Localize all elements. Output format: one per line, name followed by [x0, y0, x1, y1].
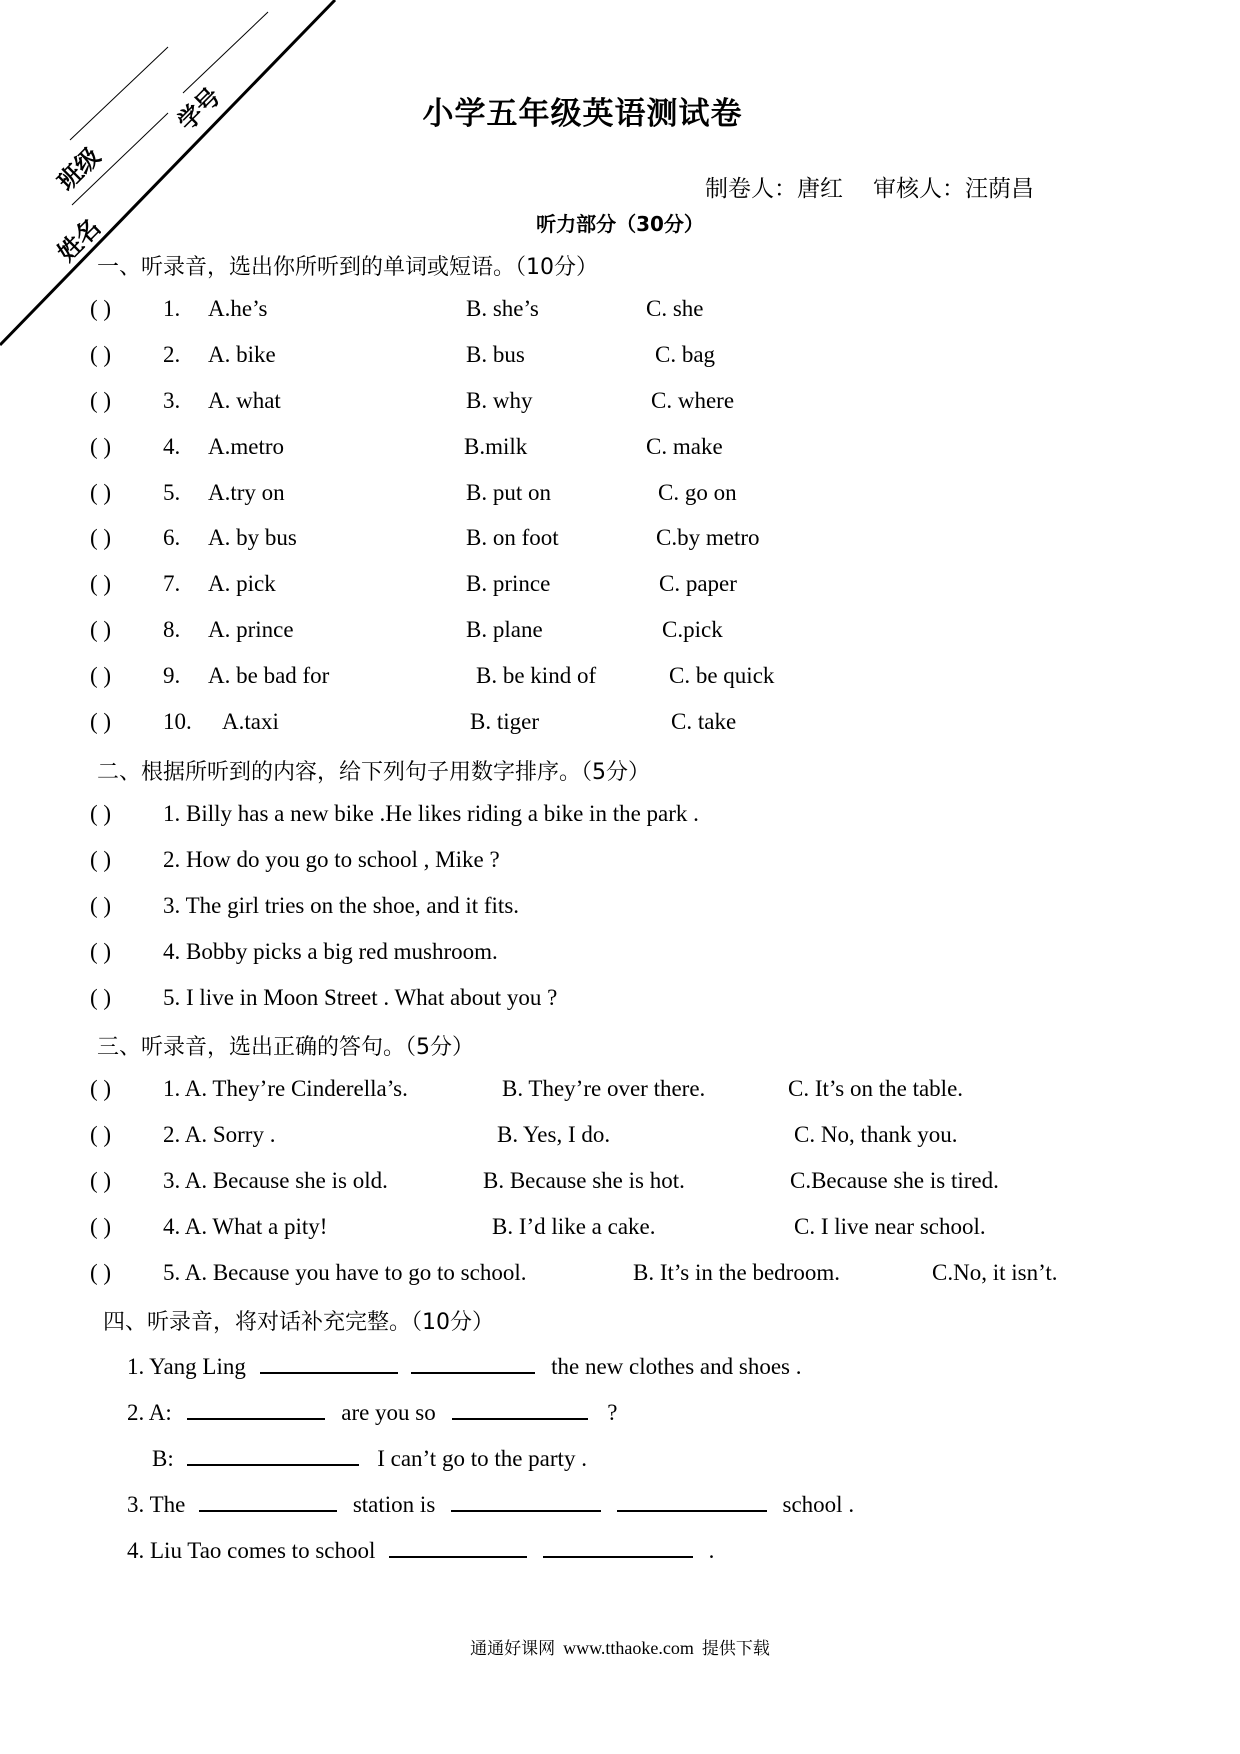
section1-heading: 一、听录音，选出你所听到的单词或短语。（10分） [97, 255, 598, 280]
s3-item-2: ( ) 2. A. Sorry . B. Yes, I do. C. No, thank you. [90, 1122, 958, 1147]
section2-heading: 二、根据所听到的内容，给下列句子用数字排序。（5分） [97, 760, 650, 785]
s1-item-2: ( ) 2. A. bike B. bus C. bag [90, 342, 716, 367]
fill-line-2: 2. A: are you so ? [127, 1396, 617, 1426]
answer-blank[interactable] [389, 1534, 527, 1558]
s2-item-3: ( ) 3. The girl tries on the shoe, and it fits. [90, 893, 520, 918]
fill-line-3: B: I can’t go to the party . [152, 1442, 587, 1472]
s1-item-7: ( ) 7. A. pick B. prince C. paper [90, 571, 737, 596]
s2-item-5: ( ) 5. I live in Moon Street . What about you ? [90, 985, 558, 1010]
fill-line-5: 4. Liu Tao comes to school . [127, 1534, 714, 1564]
answer-blank[interactable] [452, 1396, 588, 1420]
fill-line-1: 1. Yang Ling the new clothes and shoes . [127, 1350, 802, 1380]
s3-item-3: ( ) 3. A. Because she is old. B. Because she is hot. C.Because she is tired. [90, 1168, 999, 1193]
s1-item-5: ( ) 5. A.try on B. put on C. go on [90, 480, 737, 505]
footer [0, 1634, 1240, 1659]
answer-blank[interactable] [187, 1396, 325, 1420]
s3-item-4: ( ) 4. A. What a pity! B. I’d like a cake. C. I live near school. [90, 1214, 986, 1239]
footer-site: 通通好课网 [470, 1639, 556, 1659]
s1-item-9: ( ) 9. A. be bad for B. be kind of C. be quick [90, 663, 775, 688]
s1-item-4: ( ) 4. A.metro B.milk C. make [90, 434, 723, 459]
s2-item-2: ( ) 2. How do you go to school , Mike ? [90, 847, 500, 872]
s3-item-1: ( ) 1. A. They’re Cinderella’s. B. They’re over there. C. It’s on the table. [90, 1076, 964, 1101]
name-label: 姓名 [52, 213, 106, 268]
class-label: 班级 [52, 142, 106, 197]
s1-item-8: ( ) 8. A. prince B. plane C.pick [90, 617, 723, 642]
s1-item-3: ( ) 3. A. what B. why C. where [90, 388, 735, 413]
section4-heading: 四、听录音，将对话补充完整。（10分） [103, 1310, 494, 1335]
part-heading: 听力部分（30分） [536, 212, 704, 236]
answer-blank[interactable] [187, 1442, 359, 1466]
s1-item-6: ( ) 6. A. by bus B. on foot C.by metro [90, 525, 760, 550]
answer-blank[interactable] [260, 1350, 398, 1374]
answer-blank[interactable] [543, 1534, 693, 1558]
footer-note: 提供下载 [701, 1639, 770, 1659]
s1-item-10: ( ) 10. A.taxi B. tiger C. take [90, 709, 737, 734]
student-no-label: 学号 [172, 82, 226, 137]
fill-line-4: 3. The station is school . [127, 1488, 854, 1518]
maker: 制卷人：唐红 [705, 176, 843, 202]
footer-url[interactable]: www.tthaoke.com [563, 1638, 694, 1658]
s2-item-4: ( ) 4. Bobby picks a big red mushroom. [90, 939, 498, 964]
s1-item-1: ( ) 1. A.he’s B. she’s C. she [90, 296, 704, 321]
section3-heading: 三、听录音，选出正确的答句。（5分） [97, 1035, 474, 1060]
answer-blank[interactable] [411, 1350, 535, 1374]
reviewer: 审核人：汪荫昌 [873, 176, 1034, 202]
maker-info [705, 170, 1034, 203]
page-title: 小学五年级英语测试卷 [422, 96, 743, 132]
s3-item-5: ( ) 5. A. Because you have to go to school. B. It’s in the bedroom. C.No, it isn’t. [90, 1260, 1058, 1285]
s2-item-1: ( ) 1. Billy has a new bike .He likes riding a bike in the park . [90, 801, 699, 826]
answer-blank[interactable] [451, 1488, 601, 1512]
answer-blank[interactable] [617, 1488, 767, 1512]
answer-blank[interactable] [199, 1488, 337, 1512]
